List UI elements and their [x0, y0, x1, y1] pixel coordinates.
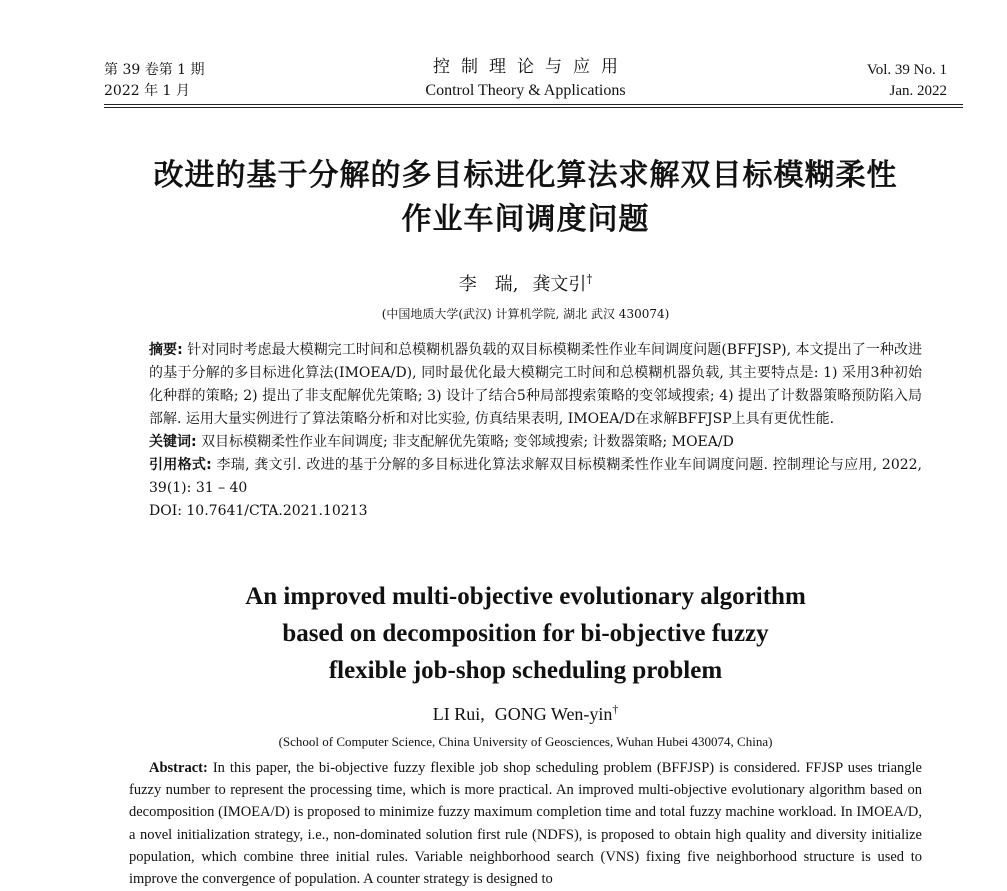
keywords-cn-text: 双目标模糊柔性作业车间调度; 非支配解优先策略; 变邻域搜索; 计数器策略; MOEA/D — [201, 434, 734, 450]
header-right — [867, 60, 947, 102]
date-en: Jan. 2022 — [889, 83, 947, 99]
volume-cn: 第 39 卷第 1 期 — [104, 62, 205, 78]
abstract-en — [129, 757, 922, 890]
abstract-cn — [129, 339, 922, 431]
header-rule-thin — [104, 107, 963, 108]
corresponding-mark-cn: † — [586, 272, 593, 286]
doi[interactable]: DOI: 10.7641/CTA.2021.10213 — [149, 503, 368, 519]
abstract-en-text: In this paper, the bi-objective fuzzy flexible job shop scheduling problem (BFFJSP) is considered. FFJSP uses triangle fuzzy number to represent the processing time, which is more practical. An improved multi-objective evolutionary algorithm based on decomposition (IMOEA/D) is proposed to minimize fuzzy maximum completion time and total fuzzy machine workload. In IMOEA/D, a novel initialization strategy, i.e., non-dominated solution first rule (NDFS), is proposed to obtain high quality and diversity initialize population, which combine three initial rules. Variable neighborhood search (VNS) fixing five neighborhood structure is used to improve the convergence of population. A counter strategy is designed to — [129, 760, 922, 888]
abstract-cn-label: 摘要: — [149, 342, 183, 358]
author-cn-1: 李 瑞, — [458, 274, 519, 295]
title-en-line-3: flexible job-shop scheduling problem — [328, 657, 723, 684]
paper-title-en — [104, 578, 947, 689]
title-cn-line-2: 作业车间调度问题 — [401, 202, 650, 237]
header-rule-thick — [104, 104, 963, 105]
citation-cn-text: 李瑞, 龚文引. 改进的基于分解的多目标进化算法求解双目标模糊柔性作业车间调度问题. 控制理论与应用, 2022, 39(1): 31 – 40 — [149, 457, 922, 496]
title-cn-line-1: 改进的基于分解的多目标进化算法求解双目标模糊柔性 — [153, 158, 898, 193]
date-cn: 2022 年 1 月 — [104, 83, 190, 99]
citation-cn-label: 引用格式: — [149, 457, 212, 473]
author-cn-2: 龚文引 — [532, 274, 587, 295]
affiliation-cn: (中国地质大学(武汉) 计算机学院, 湖北 武汉 430074) — [381, 307, 670, 321]
affiliation-en: (School of Computer Science, China University of Geosciences, Wuhan Hubei 430074, China) — [278, 734, 773, 749]
header-center — [104, 56, 947, 104]
author-en-1: LI Rui, — [432, 704, 485, 724]
author-en-2: GONG Wen-yin — [494, 704, 613, 724]
abstract-cn-text: 针对同时考虑最大模糊完工时间和总模糊机器负载的双目标模糊柔性作业车间调度问题(BFFJSP), 本文提出了一种改进的基于分解的多目标进化算法(IMOEA/D), 同时最优化最大模糊完工时间和总模糊机器负载, 其主要特点是: 1) 采用3种初始化种群的策略; 2) 提出了非支配解优先策略; 3) 设计了结合5种局部搜索策略的变邻域搜索; 4) 提出了计数器策略预防陷入局部解. 运用大量实例进行了算法策略分析和对比实验, 仿真结果表明, IMOEA/D在求解BFFJSP上具有更优性能. — [149, 342, 922, 427]
keywords-cn-label: 关键词: — [149, 434, 197, 450]
volume-en: Vol. 39 No. 1 — [866, 62, 947, 78]
paper-title-cn — [104, 154, 947, 242]
journal-name-en: Control Theory & Applications — [425, 82, 626, 99]
authors-en — [104, 703, 947, 725]
abstract-en-label: Abstract: — [149, 760, 208, 776]
abstract-cn-block — [129, 339, 922, 523]
keywords-cn — [129, 431, 922, 454]
citation-cn — [129, 454, 922, 500]
authors-cn — [104, 270, 947, 296]
title-en-line-2: based on decomposition for bi-objective fuzzy — [282, 620, 769, 647]
corresponding-mark-en: † — [612, 703, 619, 716]
journal-name-cn: 控制理论与应用 — [433, 57, 629, 77]
running-header — [104, 56, 947, 106]
title-en-line-1: An improved multi-objective evolutionary algorithm — [245, 583, 806, 610]
